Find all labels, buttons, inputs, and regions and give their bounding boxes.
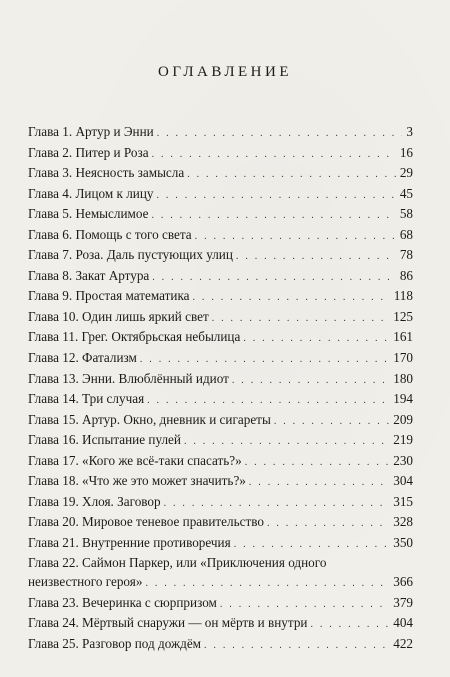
toc-entry	[28, 431, 413, 452]
toc-entry-label: Глава 15. Артур. Окно, дневник и сигареты	[28, 411, 271, 427]
leader-dots	[204, 637, 389, 656]
toc-entry-label: Глава 12. Фатализм	[28, 350, 137, 366]
toc-entry-label: Глава 5. Немыслимое	[28, 206, 149, 222]
toc-entry-label: Глава 23. Вечеринка с сюрпризом	[28, 594, 217, 610]
toc-entry-label: Глава 4. Лицом к лицу	[28, 185, 154, 201]
toc-entry	[28, 472, 413, 493]
page-title: ОГЛАВЛЕНИЕ	[158, 64, 292, 80]
leader-dots	[234, 536, 390, 555]
toc-entry-page: 379	[393, 594, 413, 610]
toc-entry-page: 304	[393, 473, 413, 489]
leader-dots	[310, 616, 389, 635]
toc-entry-label: Глава 9. Простая математика	[28, 288, 190, 304]
toc-entry-label: Глава 14. Три случая	[28, 391, 145, 407]
leader-dots	[145, 575, 389, 594]
toc-entry-label: Глава 10. Один лишь яркий свет	[28, 308, 209, 324]
toc-entry-label: Глава 11. Грег. Октябрьская небылица	[28, 329, 241, 345]
toc-entry	[28, 144, 413, 165]
toc-entry-page: 3	[406, 124, 413, 139]
toc-entry-label-cont: неизвестного героя»	[28, 574, 143, 590]
leader-dots	[274, 413, 389, 432]
toc-entry-page: 86	[399, 267, 413, 283]
leader-dots	[212, 310, 389, 329]
toc-entry	[28, 308, 413, 329]
leader-dots	[184, 433, 389, 452]
toc-entry	[28, 328, 413, 349]
leader-dots	[236, 248, 396, 267]
toc-entry-label: Глава 20. Мировое теневое правительство	[28, 514, 264, 530]
toc-entry-page: 180	[393, 370, 413, 386]
toc-entry-page: 194	[393, 391, 413, 407]
toc-entry	[28, 452, 413, 473]
toc-entry-page: 161	[393, 329, 413, 345]
toc-entry	[28, 534, 413, 555]
toc-entry-label: Глава 25. Разговор под дождём	[28, 635, 202, 651]
leader-dots	[243, 330, 389, 349]
toc-entry-page: 350	[393, 534, 413, 550]
toc-entry-label: Глава 17. «Кого же всё-таки спасать?»	[28, 452, 242, 468]
toc-entry-page: 209	[393, 411, 413, 427]
toc-entry	[28, 390, 413, 411]
leader-dots	[249, 474, 389, 493]
leader-dots	[164, 495, 390, 514]
toc-entry-page: 16	[399, 144, 413, 160]
toc-entry-label: Глава 18. «Что же это может значить?»	[28, 473, 246, 489]
toc-entry-label: Глава 3. Неясность замысла	[28, 165, 185, 181]
toc-entry-label: Глава 2. Питер и Роза	[28, 144, 149, 160]
leader-dots	[152, 146, 396, 165]
toc-entry	[28, 635, 413, 656]
toc-entry-page: 125	[393, 308, 413, 324]
leader-dots	[220, 596, 389, 615]
toc-entry	[28, 205, 413, 226]
toc-entry-page: 170	[393, 350, 413, 366]
leader-dots	[232, 372, 389, 391]
leader-dots	[157, 125, 403, 144]
toc-entry-page: 315	[393, 493, 413, 509]
toc-entry-page: 328	[393, 514, 413, 530]
toc-entry-page: 118	[393, 288, 413, 304]
toc-entry	[28, 164, 413, 185]
toc-entry	[28, 185, 413, 206]
toc-entry-page: 45	[399, 185, 413, 201]
leader-dots	[147, 392, 389, 411]
toc-entry-label: Глава 8. Закат Артура	[28, 267, 150, 283]
toc-entry-page: 29	[399, 165, 413, 181]
toc-entry	[28, 594, 413, 615]
toc-entry-page: 58	[399, 206, 413, 222]
leader-dots	[187, 166, 396, 185]
leader-dots	[193, 289, 390, 308]
toc-entry-page: 219	[393, 432, 413, 448]
toc-entry-page: 404	[393, 615, 413, 631]
leader-dots	[195, 228, 396, 247]
toc-entry	[28, 513, 413, 534]
leader-dots	[152, 269, 396, 288]
toc-entry-label: Глава 22. Саймон Паркер, или «Приключения одного	[28, 555, 327, 571]
leader-dots	[140, 351, 389, 370]
toc-entry-label: Глава 21. Внутренние противоречия	[28, 534, 231, 550]
toc-entry	[28, 411, 413, 432]
leader-dots	[157, 187, 396, 206]
leader-dots	[151, 207, 395, 226]
toc-entry-label: Глава 19. Хлоя. Заговор	[28, 493, 161, 509]
toc-entry	[28, 123, 413, 144]
toc-entry	[28, 246, 413, 267]
toc-entry-page: 68	[399, 226, 413, 242]
toc-entry-page: 78	[399, 247, 413, 263]
toc-entry-page: 366	[393, 574, 413, 590]
toc-entry	[28, 614, 413, 635]
leader-dots	[267, 515, 389, 534]
table-of-contents	[28, 123, 413, 655]
toc-entry	[28, 226, 413, 247]
leader-dots	[245, 454, 389, 473]
toc-entry	[28, 267, 413, 288]
toc-entry-page: 230	[393, 452, 413, 468]
toc-entry-label: Глава 13. Энни. Влюблённый идиот	[28, 370, 229, 386]
toc-entry	[28, 493, 413, 514]
toc-entry	[28, 287, 413, 308]
toc-entry	[28, 349, 413, 370]
toc-entry	[28, 370, 413, 391]
toc-entry-label: Глава 16. Испытание пулей	[28, 432, 181, 448]
toc-entry-label: Глава 7. Роза. Даль пустующих улиц	[28, 247, 233, 263]
toc-entry-label: Глава 1. Артур и Энни	[28, 124, 154, 139]
toc-entry-page: 422	[393, 635, 413, 651]
toc-entry	[28, 554, 413, 593]
toc-entry-label: Глава 6. Помощь с того света	[28, 226, 192, 242]
toc-entry-label: Глава 24. Мёртвый снаружи — он мёртв и внутри	[28, 615, 308, 631]
